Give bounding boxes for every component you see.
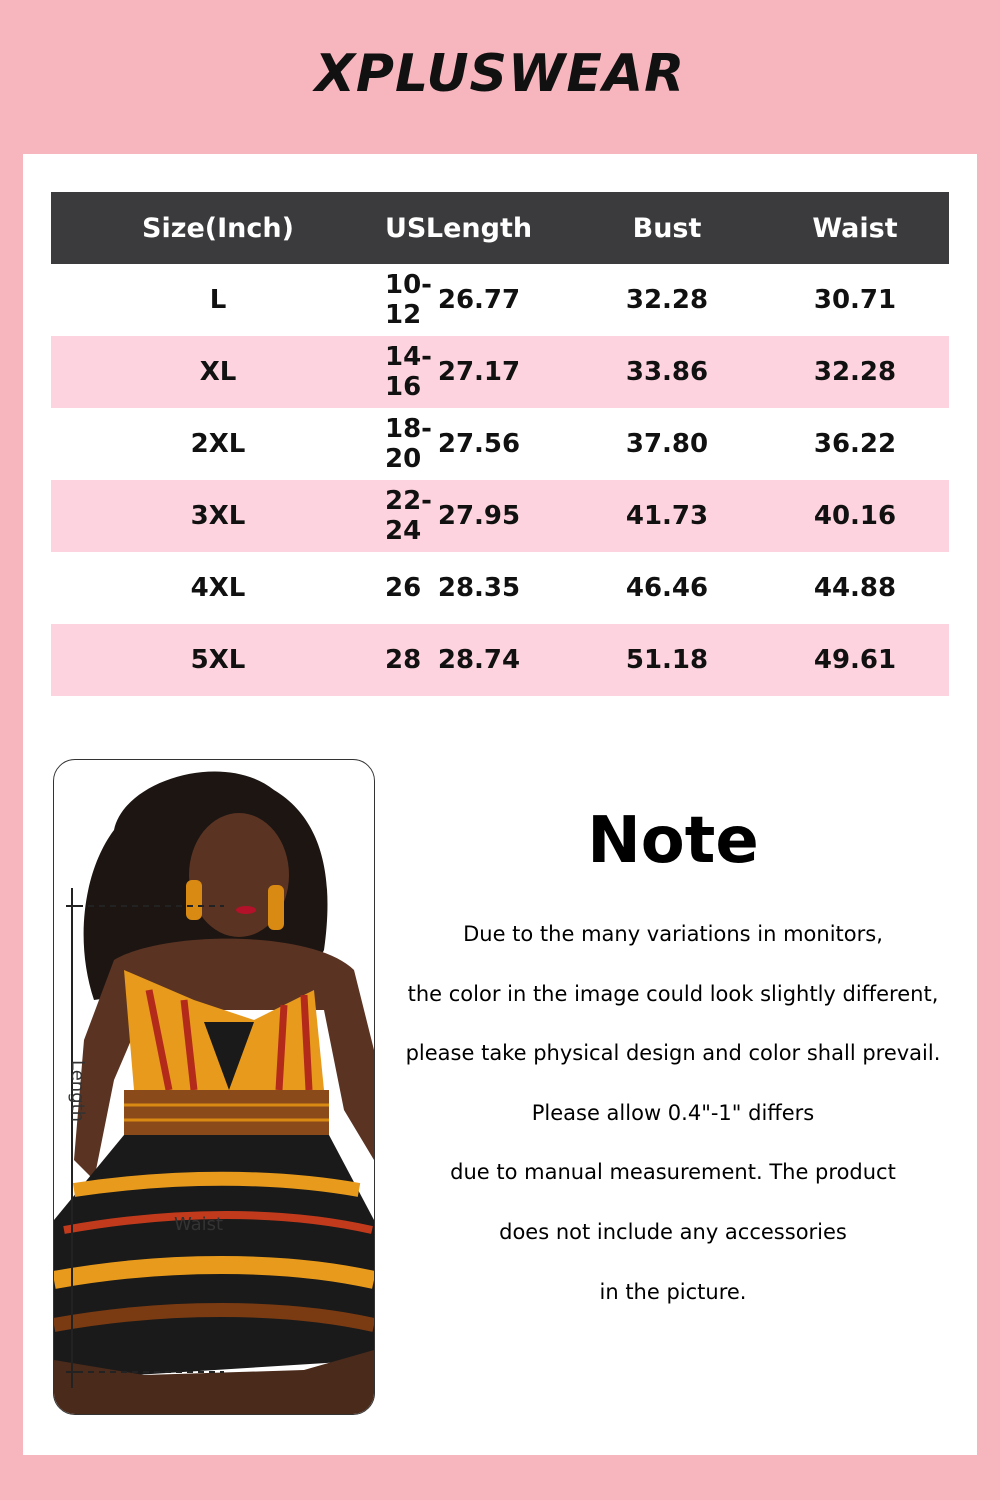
header-bust: Bust xyxy=(573,192,761,264)
cell-length: 27.56 xyxy=(437,429,521,459)
table-row xyxy=(51,624,949,696)
note-line: Please allow 0.4"-1" differs xyxy=(531,1100,815,1125)
header-waist: Waist xyxy=(761,192,949,264)
size-table xyxy=(51,192,949,696)
model-photo xyxy=(53,759,375,1415)
cell-size: 4XL xyxy=(190,573,246,603)
cell-length: 27.95 xyxy=(385,480,573,552)
cell-waist: 36.22 xyxy=(813,429,897,459)
table-row xyxy=(51,480,949,552)
note-line: does not include any accessories xyxy=(499,1219,847,1244)
note-line: Due to the many variations in monitors, xyxy=(463,922,883,946)
cell-size: 2XL xyxy=(190,429,246,459)
cell-bust: 41.73 xyxy=(573,480,761,552)
cell-length: 26.77 xyxy=(437,285,521,315)
cell-size: 3XL xyxy=(51,480,385,552)
note-line: in the picture. xyxy=(599,1279,747,1304)
cell-size: 5XL xyxy=(51,624,385,696)
note-line: the color in the image could look slightly different, xyxy=(407,981,939,1006)
cell-waist: 44.88 xyxy=(813,573,897,603)
cell-bust: 51.18 xyxy=(573,624,761,696)
cell-bust: 37.80 xyxy=(625,429,709,459)
length-label: Length xyxy=(67,1060,88,1123)
cell-bust: 46.46 xyxy=(625,573,709,603)
note-text xyxy=(393,914,953,1331)
table-row: 4XL 26 28.35 46.46 44.88 xyxy=(51,552,949,624)
note-line: due to manual measurement. The product xyxy=(450,1160,896,1185)
note-title: Note xyxy=(587,804,759,878)
cell-waist: 40.16 xyxy=(761,480,949,552)
cell-waist: 32.28 xyxy=(761,336,949,408)
cell-length: 28.35 xyxy=(437,573,521,603)
cell-bust: 32.28 xyxy=(625,285,709,315)
table-row: L 10-12 26.77 32.28 30.71 xyxy=(51,264,949,336)
size-chart-card xyxy=(23,154,977,1455)
header-length: Length xyxy=(385,192,573,264)
table-row: 2XL 18-20 27.56 37.80 36.22 xyxy=(51,408,949,480)
table-row xyxy=(51,336,949,408)
model-illustration xyxy=(54,760,374,1414)
header-size: Size(Inch) xyxy=(51,192,385,264)
note-line: please take physical design and color shall prevail. xyxy=(405,1041,941,1066)
cell-length: 27.17 xyxy=(385,336,573,408)
waist-label: Waist xyxy=(174,1214,224,1235)
cell-length: 28.74 xyxy=(385,624,573,696)
brand-logo: XPLUSWEAR xyxy=(314,44,686,104)
cell-bust: 33.86 xyxy=(573,336,761,408)
cell-waist: 30.71 xyxy=(813,285,897,315)
cell-size: XL xyxy=(51,336,385,408)
cell-waist: 49.61 xyxy=(761,624,949,696)
cell-size: L xyxy=(209,285,227,315)
table-header-row xyxy=(51,192,949,264)
